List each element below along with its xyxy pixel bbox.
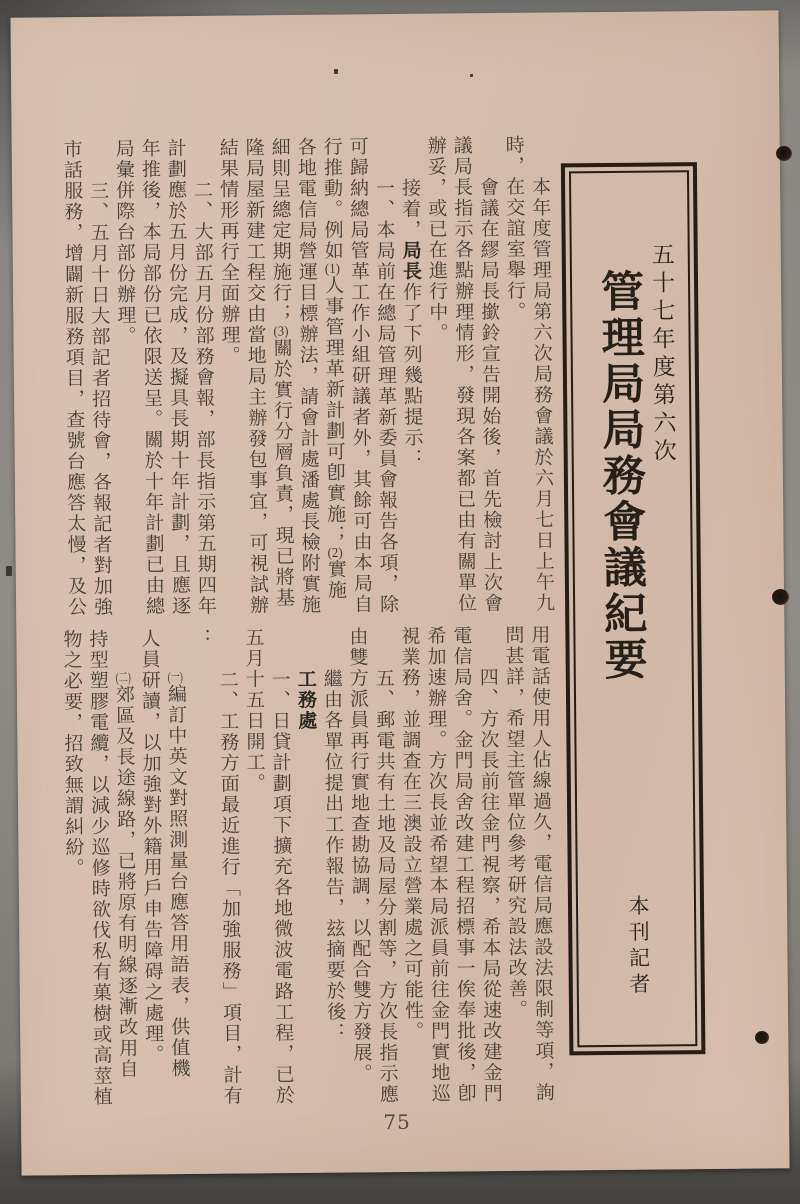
text-column	[266, 137, 297, 625]
text-run: 本年度管理局第六次局務會議於六月七日上午九	[529, 176, 555, 614]
text-run: 編訂中英文對照測量台應答用語表，供值機	[164, 683, 190, 1079]
text-run: 五、郵電共有土地及局屋分割等，方次長指示應	[372, 667, 398, 1105]
text-column	[214, 138, 245, 626]
text-column	[317, 627, 348, 1159]
text-column	[473, 625, 504, 1157]
text-run: 計劃應於五月份完成，及擬具長期十年計劃，且應逐	[164, 138, 191, 617]
text-run: 細則呈總定期施行；	[268, 137, 292, 325]
text-column	[110, 139, 141, 627]
text-column	[136, 138, 167, 626]
text-column	[213, 628, 244, 1160]
text-column	[369, 626, 400, 1158]
scan-artifact-speck	[6, 566, 12, 576]
text-run: 問甚詳，希望主管單位參考研究設法改善。	[502, 624, 528, 1021]
text-run: 時，在交誼室舉行。	[502, 134, 526, 323]
text-column	[422, 136, 453, 624]
text-run: 結果情形再行全面辦理。	[216, 137, 240, 367]
text-column	[499, 625, 530, 1115]
text-column	[58, 139, 89, 627]
text-column	[474, 135, 505, 665]
article-subtitle: 五十七年度第六次	[648, 242, 676, 467]
article-title-box	[561, 162, 706, 1055]
text-run: 繼由各單位提出工作報告，玆摘要於後：	[320, 668, 346, 1043]
text-run: 人事管理革新計劃可卽實施；	[321, 275, 346, 546]
text-run: 會議在繆局長撳鈴宣告開始後，首先檢討上次會	[477, 176, 503, 614]
text-column	[370, 136, 401, 666]
text-column	[265, 627, 296, 1159]
text-column	[344, 136, 375, 624]
text-column	[109, 629, 140, 1161]
text-run: 議局長指示各點辦理情形，發現各案都已由有關單位	[450, 135, 477, 614]
text-run: 電信局舍。金門局舍改建工程招標事一俟奉批後，卽	[450, 625, 476, 1104]
text-run: 物之必要，招致無謂糾紛。	[60, 629, 84, 879]
text-run: 局彙併際台部份辦理。	[112, 138, 136, 347]
text-run: 行推動。例如	[320, 136, 343, 262]
text-column	[57, 629, 88, 1119]
text-column	[500, 135, 531, 623]
inline-number-run: (1)	[324, 261, 340, 276]
text-column	[318, 137, 349, 625]
magazine-page	[10, 10, 789, 1175]
punch-hole	[772, 589, 789, 605]
text-run: 一、日貸計劃項下擴充各地微波電路工程，已於	[268, 668, 294, 1106]
inline-number-run: (3)	[273, 324, 289, 339]
text-column	[188, 138, 219, 668]
text-run: 希加速辦理。方次長並希望本局派員前往金門實地巡	[424, 625, 450, 1105]
text-column	[396, 136, 427, 666]
text-run: 關於實行分層負責，現已將基	[270, 337, 295, 609]
text-column	[161, 628, 192, 1160]
body-text-top-section	[58, 135, 557, 628]
text-run: 隆局屋新建工程交由當地局主辦發包事宜，可視試辦	[242, 137, 269, 616]
text-column	[84, 139, 115, 669]
inline-number-run: (2)	[327, 545, 343, 560]
text-run: 一、本局前在總局管理革新委員會報告各項，除	[373, 177, 399, 615]
text-run: 五月十五日開工。	[242, 627, 265, 794]
text-column	[421, 626, 452, 1116]
text-column	[135, 628, 166, 1118]
punch-hole	[776, 146, 792, 161]
text-column	[395, 626, 426, 1116]
text-run: 各地電信局營運目標辦法，請會計處潘處長檢附實施	[294, 136, 321, 616]
text-column	[291, 627, 322, 1159]
text-run: 郊區及長途線路，已將原有明線逐漸改用自	[112, 683, 138, 1080]
text-column	[343, 626, 374, 1116]
bold-text-run: 局長	[399, 239, 422, 282]
scan-artifact-speck	[470, 74, 473, 77]
text-run: ：	[190, 627, 212, 649]
text-run: 年推後，本局部份已依限送呈。關於十年計劃已由總	[138, 138, 165, 617]
text-run: 市話服務，增闢新服務項目，查號台應答太慢，及公	[60, 139, 87, 618]
text-run: 人員研讀，以加強對外籍用戶申告障碍之處理。	[138, 628, 164, 1066]
page-number: 75	[383, 1109, 411, 1135]
text-run: 視業務，並調查在三澳設立營業處之可能性。	[398, 625, 424, 1042]
punch-hole	[755, 1031, 769, 1044]
text-column	[526, 135, 557, 665]
text-run: 辦妥，或已在進行中。	[424, 135, 448, 344]
text-run: 作了下列幾點提示：	[400, 281, 423, 469]
inline-number-run: (二)	[115, 670, 131, 685]
text-run: 可歸納總局管革工作小組研議者外，其餘可由本局自	[346, 136, 373, 615]
text-column	[525, 625, 556, 1115]
text-run: 三、五月十日大部記者招待會，各報記者對加強	[87, 180, 113, 618]
text-column	[447, 625, 478, 1115]
text-column	[240, 137, 271, 625]
text-column	[83, 629, 114, 1119]
text-run: 用電話使用人佔線過久，電信局應設法限制等項，詢	[528, 624, 554, 1104]
text-run: 持型塑膠電纜，以減少巡修時欲伐私有菓樹或高莖植	[86, 628, 112, 1108]
bold-text-run: 工務處	[294, 668, 317, 732]
text-run: 二、大部五月份部務會報，部長指示第五期四年	[191, 179, 217, 617]
inline-number-run: (一)	[167, 669, 183, 684]
text-column	[448, 135, 479, 623]
text-column	[292, 137, 323, 625]
scan-artifact-speck	[334, 69, 338, 74]
article-title: 管理局局務會議紀要	[594, 268, 646, 684]
text-column	[162, 138, 193, 626]
text-run: 接着，	[399, 177, 421, 240]
text-run: 二、工務方面最近進行「加強服務」項目，計有	[216, 669, 242, 1107]
text-column	[239, 627, 270, 1117]
text-run: 由雙方派員再行實地查勘協調，以配合雙方發展。	[346, 626, 372, 1085]
text-run: 實施	[324, 559, 347, 601]
body-text-bottom-section	[49, 625, 556, 1120]
article-byline: 本刊記者	[625, 894, 651, 999]
text-run: 四、方次長前往金門視察，希本局從速改建金門	[476, 666, 502, 1104]
